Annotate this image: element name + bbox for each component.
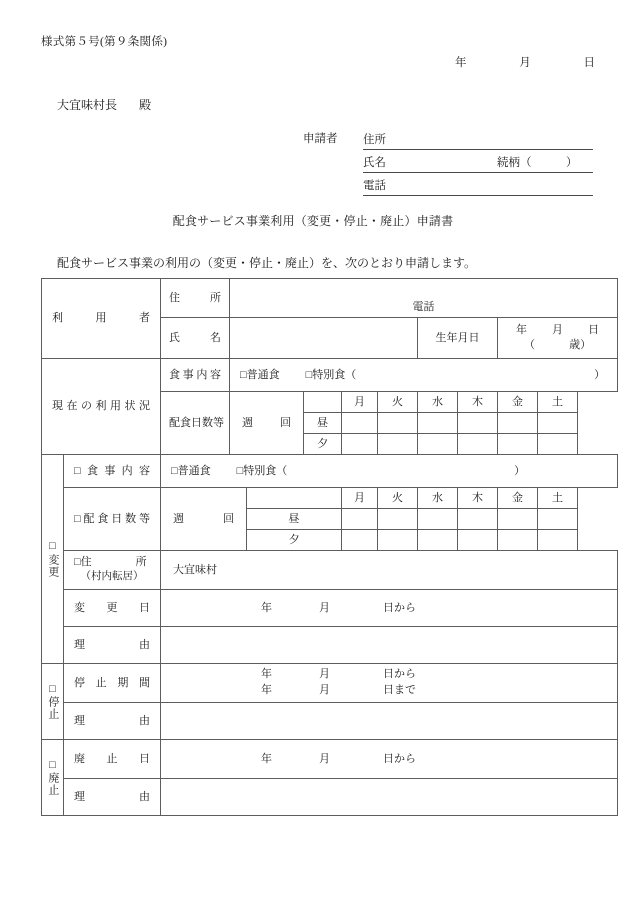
- change-day-header-tue: 火: [378, 488, 418, 509]
- change-count-label[interactable]: □ 配 食 日 数 等: [64, 488, 161, 551]
- current-day-header-thu: 木: [458, 392, 498, 413]
- user-tel-label: 電話: [412, 301, 435, 314]
- current-dinner-thu[interactable]: [458, 434, 498, 455]
- current-lunch-label: 昼: [304, 413, 342, 434]
- change-address-row: [42, 551, 618, 590]
- change-dinner-fri[interactable]: [498, 530, 538, 551]
- change-dinner-thu[interactable]: [458, 530, 498, 551]
- user-address-value[interactable]: [230, 279, 618, 318]
- change-date-day: 日から: [383, 601, 416, 614]
- abolish-date-fields: [165, 752, 613, 767]
- addressee: [57, 96, 151, 113]
- abolish-date-day: 日から: [383, 752, 416, 765]
- change-meal-special-close: ）: [514, 464, 526, 477]
- change-lunch-tue[interactable]: [378, 509, 418, 530]
- applicant-fields: [363, 127, 593, 196]
- user-age-fields: [502, 338, 613, 353]
- user-name-value[interactable]: [230, 318, 418, 359]
- abolish-date-value[interactable]: [161, 740, 618, 779]
- abolish-date-year: 年: [261, 752, 272, 765]
- lead-text: 配食サービス事業の利用の（変更・停止・廃止）を、次のとおり申請します。: [57, 256, 477, 270]
- suspend-period-to: [261, 683, 613, 699]
- change-dinner-tue[interactable]: [378, 530, 418, 551]
- suspend-checkbox[interactable]: □: [49, 682, 56, 695]
- user-section-label: [42, 279, 161, 359]
- change-address-label[interactable]: [64, 551, 161, 590]
- change-dinner-mon[interactable]: [342, 530, 378, 551]
- current-meal-special-close: ）: [594, 368, 606, 381]
- change-dinner-wed[interactable]: [418, 530, 458, 551]
- user-birth-month: 月: [552, 324, 564, 337]
- user-birth-label: 生年月日: [418, 318, 498, 359]
- change-dinner-sat[interactable]: [538, 530, 578, 551]
- abolish-date-label: 廃 止 日: [64, 740, 161, 779]
- applicant-name-label: 氏名: [363, 157, 386, 169]
- current-dinner-sat[interactable]: [538, 434, 578, 455]
- change-meal-normal-checkbox[interactable]: □普通食: [171, 464, 211, 477]
- applicant-tel-row: [363, 173, 593, 196]
- user-birth-day: 日: [588, 324, 600, 337]
- header-date-year: 年: [455, 57, 467, 69]
- change-week-times[interactable]: [161, 488, 247, 551]
- applicant-address-label: 住所: [363, 134, 386, 146]
- suspend-side-box: [46, 683, 59, 721]
- current-dinner-tue[interactable]: [378, 434, 418, 455]
- current-lunch-thu[interactable]: [458, 413, 498, 434]
- current-day-header-fri: 金: [498, 392, 538, 413]
- abolish-side-text: 廃止: [46, 772, 59, 797]
- abolish-section-side-label[interactable]: [42, 740, 64, 816]
- addressee-name: 大宜味村長: [57, 98, 118, 112]
- applicant-address-row: [363, 127, 593, 150]
- suspend-reason-value[interactable]: [161, 703, 618, 740]
- current-week-times-text: [234, 416, 299, 431]
- change-day-header-thu: 木: [458, 488, 498, 509]
- user-birth-date-fields: [502, 323, 613, 338]
- suspend-period-value[interactable]: [161, 664, 618, 703]
- change-side-box: [46, 540, 59, 578]
- suspend-from-month: 月: [319, 668, 330, 681]
- current-dinner-fri[interactable]: [498, 434, 538, 455]
- current-day-header-mon: 月: [342, 392, 378, 413]
- suspend-period-row: [42, 664, 618, 703]
- user-birth-value[interactable]: [498, 318, 618, 359]
- abolish-date-row: [42, 740, 618, 779]
- change-reason-label: 理 由: [64, 627, 161, 664]
- suspend-reason-row: [42, 703, 618, 740]
- change-date-fields: [165, 601, 613, 616]
- current-section-label: [42, 359, 161, 455]
- change-date-value[interactable]: [161, 590, 618, 627]
- current-meal-normal-checkbox[interactable]: □普通食: [240, 368, 280, 381]
- change-lunch-fri[interactable]: [498, 509, 538, 530]
- suspend-period-label: 停 止 期 間: [64, 664, 161, 703]
- applicant-tel-label: 電話: [363, 180, 386, 192]
- change-address-label-line1: □住 所: [74, 556, 147, 569]
- change-day-header-mon: 月: [342, 488, 378, 509]
- applicant-label: 申請者: [303, 133, 338, 145]
- change-lunch-mon[interactable]: [342, 509, 378, 530]
- header-date-line: [455, 54, 595, 70]
- user-name-label: 氏 名: [161, 318, 230, 359]
- current-meal-special-checkbox[interactable]: □特別食（: [305, 368, 357, 381]
- suspend-side-text: 停止: [46, 696, 59, 721]
- abolish-checkbox[interactable]: □: [49, 758, 56, 771]
- suspend-to-year: 年: [261, 684, 272, 696]
- suspend-period-fields: [165, 667, 613, 699]
- current-dinner-wed[interactable]: [418, 434, 458, 455]
- change-time-header-blank: [247, 488, 342, 509]
- user-address-label: 住 所: [161, 279, 230, 318]
- user-section-label-text: 利 用 者: [52, 312, 150, 325]
- change-day-header-wed: 水: [418, 488, 458, 509]
- applicant-relation-label: 続柄（ ）: [497, 157, 578, 169]
- user-birth-year: 年: [516, 324, 527, 337]
- change-reason-row: [42, 627, 618, 664]
- change-dinner-label: 夕: [247, 530, 342, 551]
- change-week-times-text: [165, 512, 242, 527]
- current-meal-label: 食 事 内 容: [161, 359, 230, 392]
- current-time-header-blank: [304, 392, 342, 413]
- suspend-to-month: 月: [319, 684, 330, 696]
- change-times-label: 回: [223, 512, 234, 525]
- current-count-label: 配 食 日 数 等: [161, 392, 230, 455]
- current-week-label: 週: [242, 416, 253, 429]
- suspend-from-day: 日から: [383, 668, 416, 681]
- current-lunch-sat[interactable]: [538, 413, 578, 434]
- change-lunch-wed[interactable]: [418, 509, 458, 530]
- suspend-section-side-label[interactable]: [42, 664, 64, 740]
- change-checkbox[interactable]: □: [49, 540, 56, 553]
- change-date-label: 変 更 日: [64, 590, 161, 627]
- change-week-label: 週: [173, 512, 184, 525]
- change-lunch-label: 昼: [247, 509, 342, 530]
- current-lunch-wed[interactable]: [418, 413, 458, 434]
- change-date-month: 月: [319, 601, 330, 614]
- form-number: 様式第５号(第９条関係): [41, 36, 168, 48]
- current-lunch-fri[interactable]: [498, 413, 538, 434]
- abolish-date-month: 月: [319, 752, 330, 765]
- change-address-label-line2: （村内転居）: [80, 571, 144, 583]
- change-meal-options: [161, 455, 618, 488]
- change-reason-value[interactable]: [161, 627, 618, 664]
- current-section-label-text: 現 在 の 利 用 状 況: [52, 400, 150, 413]
- abolish-side-box: [46, 759, 59, 797]
- change-meal-options-text: [165, 464, 613, 479]
- current-lunch-tue[interactable]: [378, 413, 418, 434]
- change-address-value[interactable]: 大宜味村: [161, 551, 618, 590]
- abolish-reason-row: [42, 779, 618, 816]
- user-age-unit: 歳）: [569, 339, 592, 351]
- change-meal-row: [42, 455, 618, 488]
- addressee-honorific: 殿: [139, 98, 152, 112]
- header-date-month: 月: [519, 57, 531, 69]
- change-days-header-row: [42, 488, 618, 509]
- current-dinner-label: 夕: [304, 434, 342, 455]
- suspend-period-from: [261, 667, 613, 683]
- change-lunch-thu[interactable]: [458, 509, 498, 530]
- suspend-reason-label: 理 由: [64, 703, 161, 740]
- change-meal-special-checkbox[interactable]: □特別食（: [236, 464, 288, 477]
- change-side-text: 変更: [46, 553, 59, 578]
- change-day-header-fri: 金: [498, 488, 538, 509]
- user-address-row: [42, 279, 618, 318]
- suspend-to-day: 日まで: [383, 684, 416, 696]
- current-meal-options: [230, 359, 618, 392]
- change-date-row: [42, 590, 618, 627]
- change-lunch-sat[interactable]: [538, 509, 578, 530]
- current-meal-options-text: [234, 368, 613, 383]
- document-title: 配食サービス事業利用（変更・停止・廃止）申請書: [172, 214, 454, 228]
- current-dinner-mon[interactable]: [342, 434, 378, 455]
- current-times-label: 回: [280, 416, 291, 429]
- abolish-reason-value[interactable]: [161, 779, 618, 816]
- current-lunch-mon[interactable]: [342, 413, 378, 434]
- suspend-from-year: 年: [261, 668, 272, 681]
- current-week-times[interactable]: [230, 392, 304, 455]
- change-day-header-sat: 土: [538, 488, 578, 509]
- applicant-name-row: [363, 150, 593, 173]
- abolish-reason-label: 理 由: [64, 779, 161, 816]
- change-meal-label[interactable]: □ 食 事 内 容: [64, 455, 161, 488]
- current-day-header-sat: 土: [538, 392, 578, 413]
- current-day-header-wed: 水: [418, 392, 458, 413]
- current-day-header-tue: 火: [378, 392, 418, 413]
- application-table: [41, 278, 618, 816]
- current-meal-row: [42, 359, 618, 392]
- change-date-year: 年: [261, 601, 272, 614]
- header-date-day: 日: [583, 57, 595, 69]
- user-age-open-paren: （: [524, 339, 535, 351]
- change-section-side-label[interactable]: [42, 455, 64, 664]
